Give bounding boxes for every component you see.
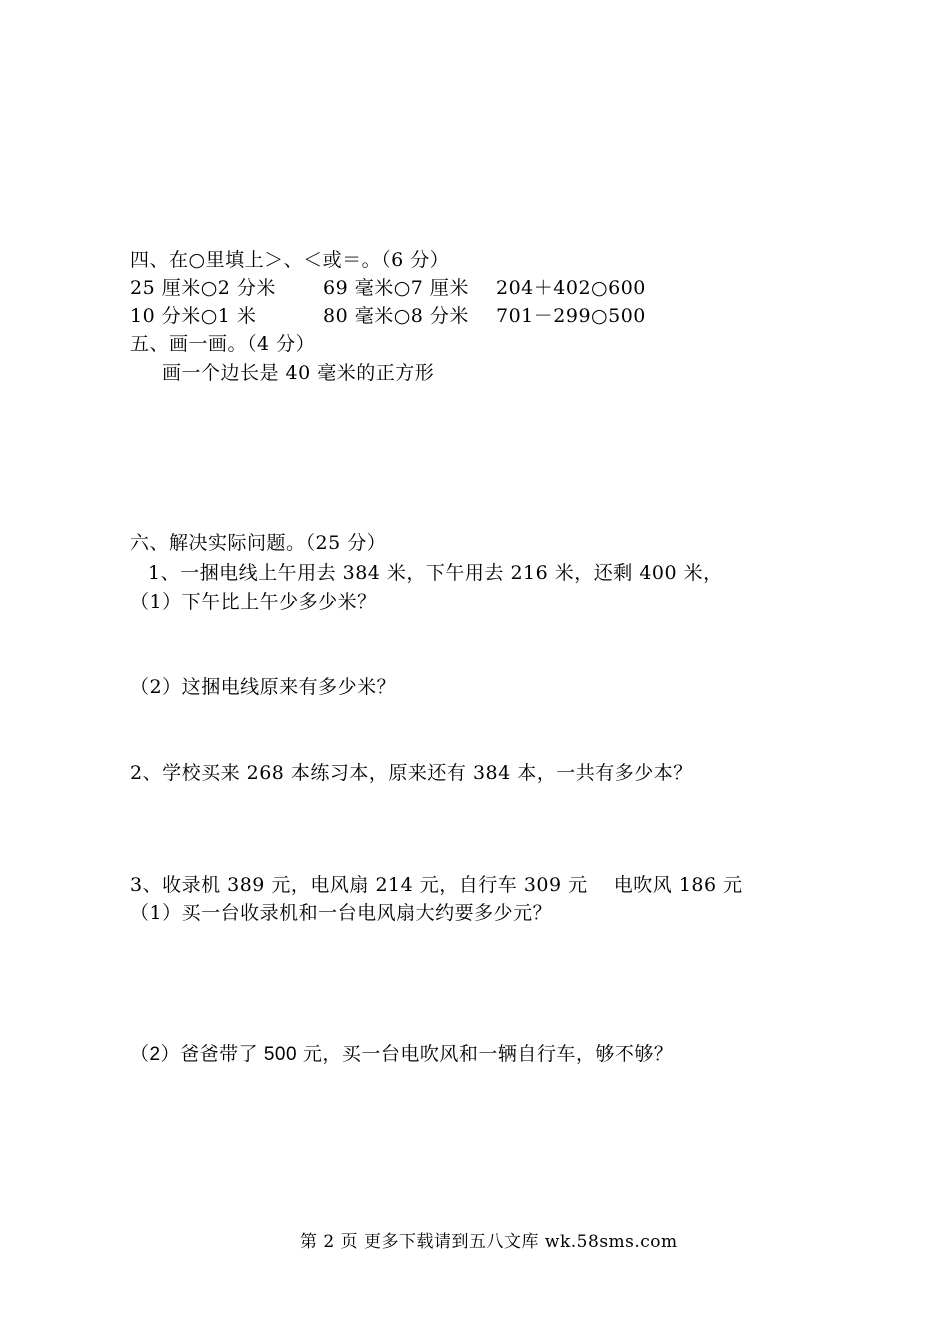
compare-item-1a: 25 厘米○2 分米 xyxy=(130,277,276,299)
question-3-stem: 3、收录机 389 元，电风扇 214 元，自行车 309 元 电吹风 186 元 xyxy=(130,874,743,896)
compare-item-2b: 80 毫米○8 分米 xyxy=(323,305,469,327)
section-4-heading: 四、在○里填上＞、＜或＝。（6 分） xyxy=(130,249,450,271)
drawing-task: 画一个边长是 40 毫米的正方形 xyxy=(162,362,435,384)
compare-item-1b: 69 毫米○7 厘米 xyxy=(323,277,469,299)
question-1-part-1: （1）下午比上午少多少米？ xyxy=(130,591,377,613)
page-footer: 第 2 页 更多下载请到五八文库 wk.58sms.com xyxy=(300,1232,678,1252)
question-3-part-1: （1）买一台收录机和一台电风扇大约要多少元？ xyxy=(130,902,553,924)
compare-item-2c: 701－299○500 xyxy=(496,305,646,327)
section-5-heading: 五、画一画。（4 分） xyxy=(130,333,316,355)
question-1-stem: 1、一捆电线上午用去 384 米，下午用去 216 米，还剩 400 米， xyxy=(148,562,723,584)
compare-item-2a: 10 分米○1 米 xyxy=(130,305,257,327)
section-6-heading: 六、解决实际问题。（25 分） xyxy=(130,532,387,554)
question-2-stem: 2、学校买来 268 本练习本，原来还有 384 本，一共有多少本？ xyxy=(130,762,693,784)
compare-item-1c: 204＋402○600 xyxy=(496,277,646,299)
question-1-part-2: （2）这捆电线原来有多少米？ xyxy=(130,676,397,698)
question-3-part-2: （2）爸爸带了 500 元，买一台电吹风和一辆自行车，够不够？ xyxy=(130,1044,674,1065)
